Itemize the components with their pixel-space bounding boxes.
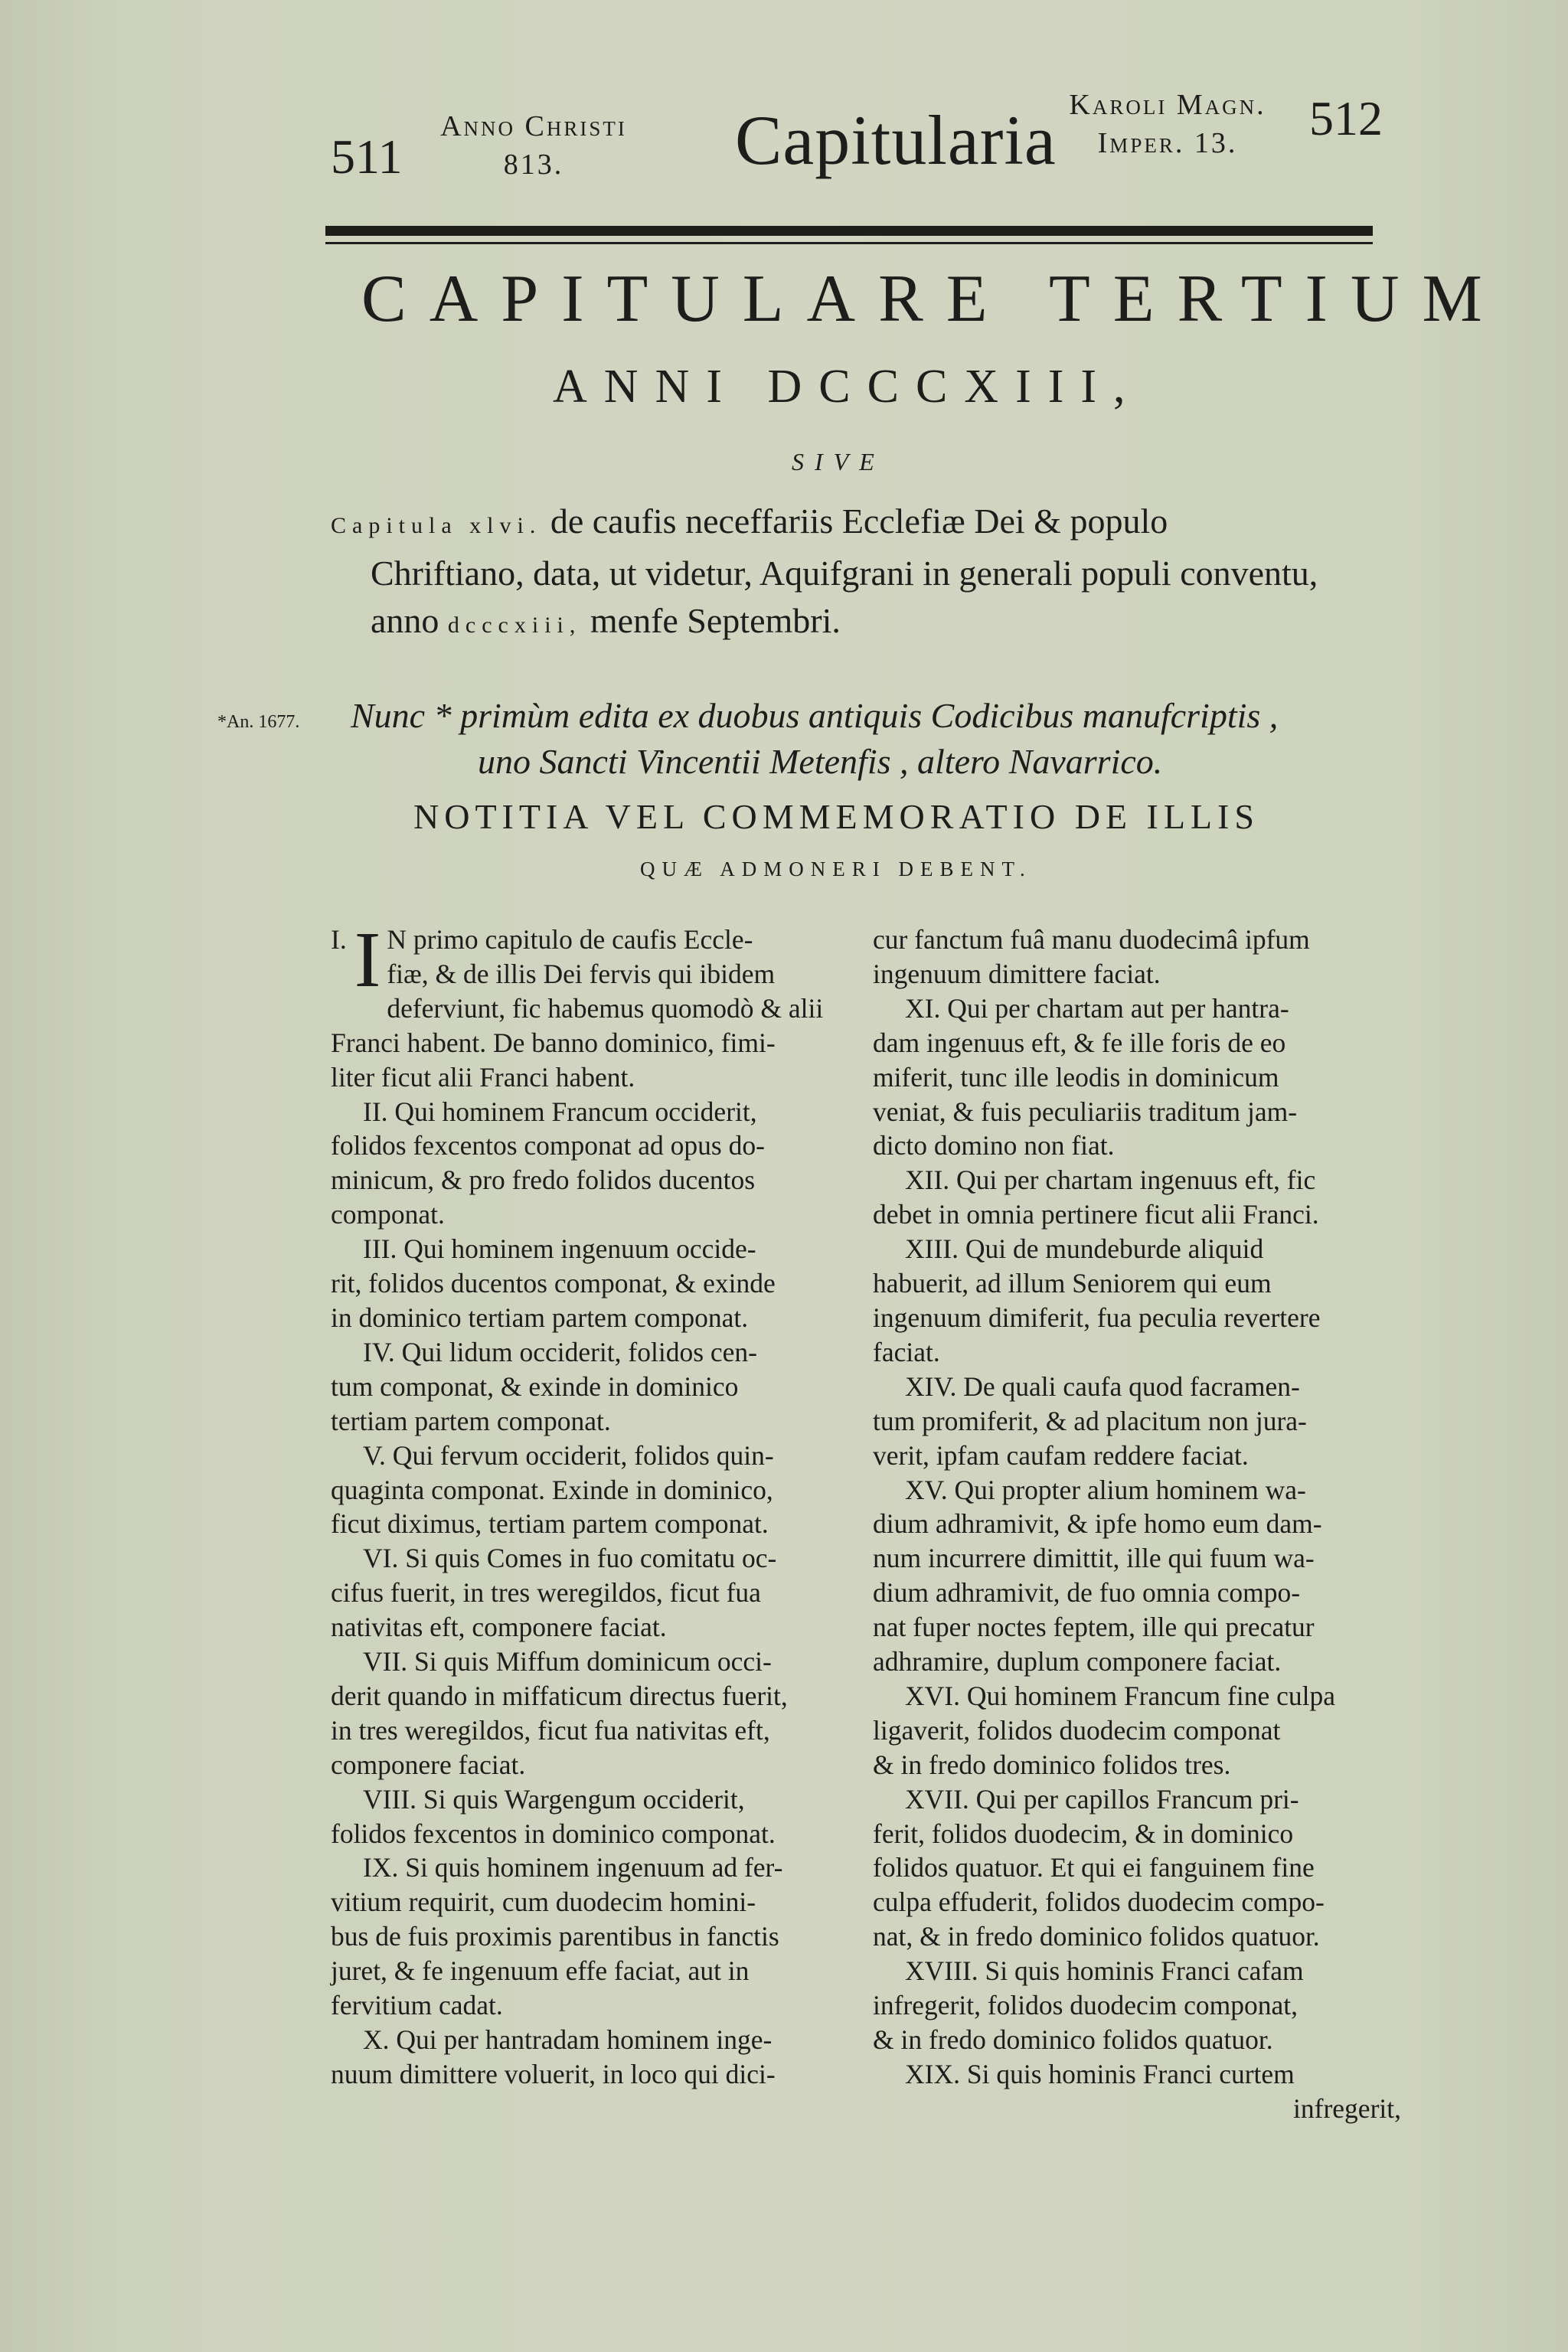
text-line: cifus fuerit, in tres weregildos, ficut fua	[331, 1577, 761, 1609]
text-line: ingenuum dimittere faciat.	[873, 958, 1161, 989]
text-line: XI. Qui per chartam aut per hantra-	[905, 992, 1289, 1024]
edition-note-line-1: Nunc * primùm edita ex duobus antiquis Codicibus manufcriptis ,	[351, 696, 1279, 735]
header-title: Capitularia	[735, 101, 1057, 179]
text-line: infregerit, folidos duodecim componat,	[873, 1990, 1298, 2021]
text-line: nat, & in fredo dominico folidos quatuor.	[873, 1921, 1320, 1952]
text-line: verit, ipfam caufam reddere faciat.	[873, 1439, 1249, 1471]
text-line: rit, folidos ducentos componat, & exinde	[331, 1268, 776, 1299]
margin-note: *An. 1677.	[217, 712, 300, 732]
intro-line-1	[331, 498, 1387, 550]
text-line: habuerit, ad illum Seniorem qui eum	[873, 1268, 1272, 1299]
text-line: liter ficut alii Franci habent.	[331, 1061, 635, 1093]
text-line: XVII. Qui per capillos Francum pri-	[905, 1783, 1299, 1815]
intro-line1-text: de caufis neceffariis Ecclefiæ Dei & populo	[550, 501, 1168, 541]
header-rule-thick	[325, 226, 1373, 236]
text-line: ferit, folidos duodecim, & in dominico	[873, 1818, 1294, 1849]
text-line: Franci habent. De banno dominico, fimi-	[331, 1027, 776, 1058]
text-line: in dominico tertiam partem componat.	[331, 1302, 749, 1333]
text-line: & in fredo dominico folidos tres.	[873, 1749, 1231, 1780]
text-line: V. Qui fervum occiderit, folidos quin-	[363, 1439, 774, 1471]
text-line: VII. Si quis Miffum dominicum occi-	[363, 1646, 772, 1677]
text-line: vitium requirit, cum duodecim homini-	[331, 1886, 756, 1918]
text-line: ingenuum dimiferit, fua peculia revertere	[873, 1302, 1321, 1333]
edition-note	[351, 693, 1346, 785]
text-line: in tres weregildos, ficut fua nativitas eft,	[331, 1714, 770, 1746]
text-line: II. Qui hominem Francum occiderit,	[363, 1096, 757, 1127]
notitia-heading: NOTITIA VEL COMMEMORATIO DE ILLIS	[413, 797, 1259, 836]
text-line: tum promiferit, & ad placitum non jura-	[873, 1405, 1307, 1436]
text-line: ficut diximus, tertiam partem componat.	[331, 1508, 769, 1540]
text-line: X. Qui per hantradam hominem inge-	[363, 2024, 773, 2055]
text-line: cur fanctum fuâ manu duodecimâ ipfum	[873, 924, 1310, 955]
text-line: faciat.	[873, 1336, 940, 1367]
text-line: adhramire, duplum componere faciat.	[873, 1646, 1282, 1677]
text-line: XIV. De quali caufa quod facramen-	[905, 1370, 1300, 1402]
intro-line3-start: anno	[371, 601, 439, 640]
edition-note-line-2: uno Sancti Vincentii Metenfis , altero Navarrico.	[478, 742, 1163, 781]
text-line: tum componat, & exinde in dominico	[331, 1370, 739, 1402]
intro-paragraph	[331, 498, 1387, 649]
text-line: XII. Qui per chartam ingenuus eft, fic	[905, 1165, 1316, 1196]
text-line: VI. Si quis Comes in fuo comitatu oc-	[363, 1543, 777, 1574]
intro-year: dcccxiii,	[447, 612, 582, 638]
header-left-line2: 813.	[503, 149, 564, 181]
text-line: dam ingenuus eft, & fe ille foris de eo	[873, 1027, 1286, 1058]
text-line: nat fuper noctes feptem, ille qui precatur	[873, 1612, 1315, 1643]
drop-cap: I	[354, 916, 381, 1004]
text-line: dium adhramivit, de fuo omnia compo-	[873, 1577, 1301, 1609]
text-line: & in fredo dominico folidos quatuor.	[873, 2024, 1273, 2055]
text-line: folidos quatuor. Et qui ei fanguinem fine	[873, 1852, 1315, 1883]
header-right-line2: Imper. 13.	[1097, 127, 1238, 159]
text-line: miferit, tunc ille leodis in dominicum	[873, 1061, 1279, 1093]
text-line: dicto domino non fiat.	[873, 1130, 1115, 1161]
text-line: IV. Qui lidum occiderit, folidos cen-	[363, 1336, 757, 1367]
text-line: XIII. Qui de mundeburde aliquid	[905, 1233, 1264, 1265]
notitia-subheading: QUÆ ADMONERI DEBENT.	[640, 858, 1032, 880]
text-line: bus de fuis proximis parentibus in fanctis	[331, 1921, 779, 1952]
text-line: deferviunt, fic habemus quomodò & alii	[387, 992, 824, 1024]
header-left-line1: Anno Christi	[440, 110, 627, 142]
text-line: infregerit,	[1293, 2092, 1401, 2124]
right-column	[873, 923, 1401, 2126]
text-line: ligaverit, folidos duodecim componat	[873, 1714, 1281, 1746]
text-line: III. Qui hominem ingenuum occide-	[363, 1233, 756, 1265]
text-line: veniat, & fuis peculiariis traditum jam-	[873, 1096, 1298, 1127]
text-line: juret, & fe ingenuum effe faciat, aut in	[331, 1955, 750, 1987]
header-right-line1: Karoli Magn.	[1069, 89, 1266, 121]
text-line: quaginta componat. Exinde in dominico,	[331, 1474, 773, 1505]
text-line: tertiam partem componat.	[331, 1405, 611, 1436]
text-line: VIII. Si quis Wargengum occiderit,	[363, 1783, 745, 1815]
chapter-numeral: I.	[331, 924, 347, 955]
text-line: nativitas eft, componere faciat.	[331, 1612, 667, 1643]
text-line: nuum dimittere voluerit, in loco qui dici-	[331, 2058, 776, 2089]
header-rule-thin	[325, 242, 1373, 244]
intro-line3-end: menfe Septembri.	[590, 601, 841, 640]
intro-line-3	[331, 597, 1387, 649]
text-line: XV. Qui propter alium hominem wa-	[905, 1474, 1306, 1505]
header-left-label	[423, 107, 645, 184]
sive-label: SIVE	[792, 448, 885, 475]
capitulare-title: CAPITULARE TERTIUM	[361, 262, 1505, 336]
text-line: componere faciat.	[331, 1749, 526, 1780]
text-line: XVIII. Si quis hominis Franci cafam	[905, 1955, 1304, 1987]
intro-line-2: Chriftiano, data, ut videtur, Aquifgrani in generali populi conventu,	[371, 554, 1318, 593]
text-line: derit quando in miffaticum directus fuerit,	[331, 1680, 788, 1711]
text-line: minicum, & pro fredo folidos ducentos	[331, 1165, 756, 1196]
header-right-label	[1057, 86, 1279, 162]
text-line: componat.	[331, 1199, 445, 1230]
text-line: fervitium cadat.	[331, 1990, 503, 2021]
year-title: ANNI DCCCXIII,	[553, 361, 1142, 413]
text-line: folidos fexcentos in dominico componat.	[331, 1818, 776, 1849]
intro-label: Capitula xlvi.	[331, 513, 542, 538]
text-line: XVI. Qui hominem Francum fine culpa	[905, 1680, 1335, 1711]
text-line: folidos fexcentos componat ad opus do-	[331, 1130, 765, 1161]
left-column	[331, 916, 859, 2092]
text-line: dium adhramivit, & ipfe homo eum dam-	[873, 1508, 1322, 1540]
text-line: IX. Si quis hominem ingenuum ad fer-	[363, 1852, 783, 1883]
text-line: num incurrere dimittit, ille qui fuum wa-	[873, 1543, 1315, 1574]
text-line: fiæ, & de illis Dei fervis qui ibidem	[387, 958, 776, 989]
text-line: culpa effuderit, folidos duodecim compo-	[873, 1886, 1325, 1918]
text-line-content: N primo capitulo de caufis Eccle-	[387, 924, 753, 955]
text-line: XIX. Si quis hominis Franci curtem	[905, 2058, 1295, 2089]
page-number-right: 512	[1309, 91, 1383, 145]
page-number-left: 511	[331, 129, 403, 184]
text-line: debet in omnia pertinere ficut alii Franci.	[873, 1199, 1319, 1230]
